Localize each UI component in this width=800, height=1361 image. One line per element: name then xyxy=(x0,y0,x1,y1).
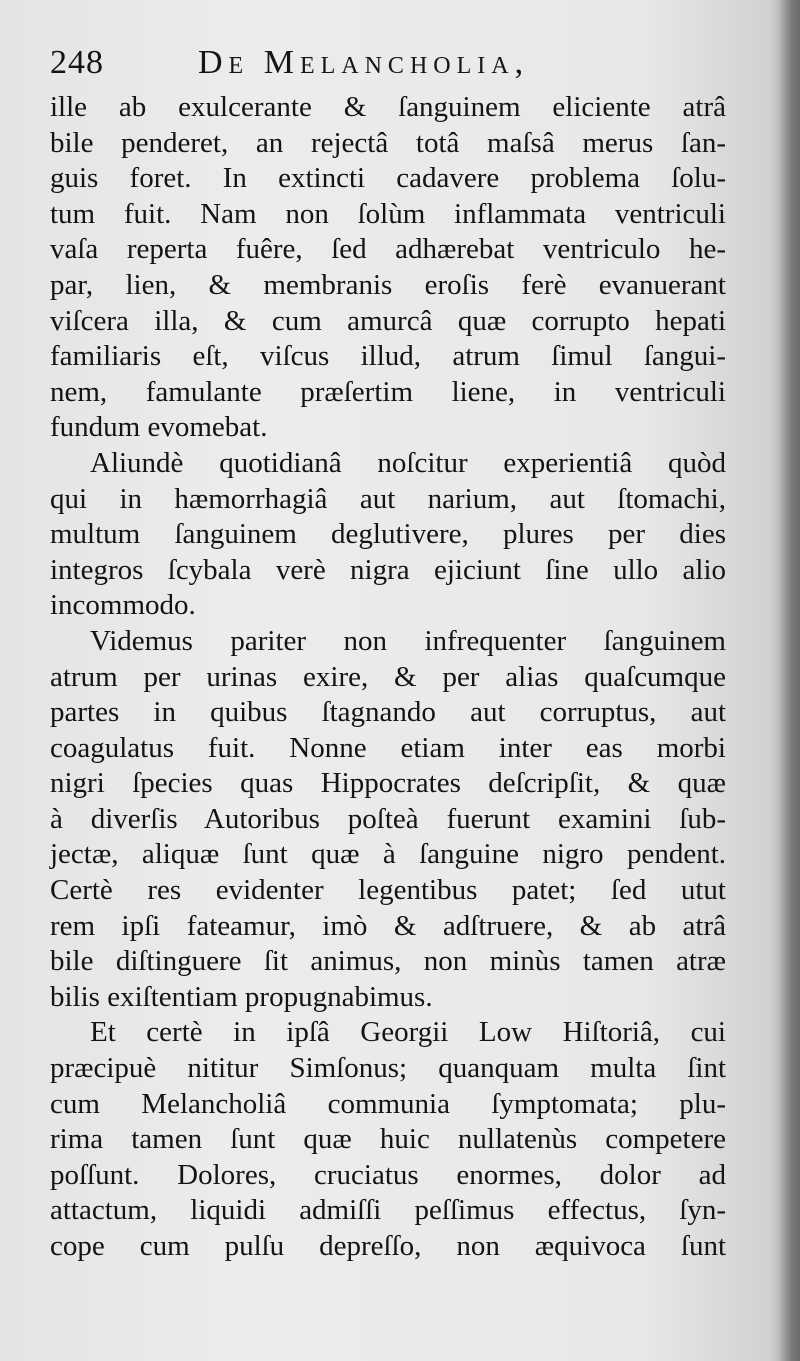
text-line: Videmus pariter non infrequenter ſanguinem xyxy=(90,624,726,657)
text-line: atrum per urinas exire, & per alias quaſcumque xyxy=(50,660,726,693)
text-line: vaſa reperta fuêre, ſed adhærebat ventriculo he- xyxy=(50,233,726,266)
text-line: jectæ, aliquæ ſunt quæ à ſanguine nigro pendent. xyxy=(50,838,726,871)
text-line: ille ab exulcerante & ſanguinem eliciente atrâ xyxy=(50,91,726,123)
text-line: qui in hæmorrhagiâ aut narium, aut ſtomachi, xyxy=(50,482,726,515)
text-line: tum fuit. Nam non ſolùm inflammata ventriculi xyxy=(50,197,726,230)
text-line: cum Melancholiâ communia ſymptomata; plu- xyxy=(50,1087,726,1120)
text-line: par, lien, & membranis eroſis ferè evanuerant xyxy=(50,268,726,301)
text-line: fundum evomebat. xyxy=(50,411,268,444)
text-line: à diverſis Autoribus poſteà fuerunt examini ſub- xyxy=(50,802,726,835)
text-line: nem, famulante præſertim liene, in ventriculi xyxy=(50,375,726,408)
text-line: coagulatus fuit. Nonne etiam inter eas morbi xyxy=(50,731,726,764)
text-line: cope cum pulſu depreſſo, non æquivoca ſunt xyxy=(50,1230,726,1262)
text-line: Certè res evidenter legentibus patet; ſed utut xyxy=(50,874,726,907)
text-line: rima tamen ſunt quæ huic nullatenùs competere xyxy=(50,1123,726,1156)
paragraph xyxy=(50,624,726,1016)
text-line: bile diſtinguere ſit animus, non minùs tamen atræ xyxy=(50,945,726,978)
text-line: attactum, liquidi admiſſi peſſimus effectus, ſyn- xyxy=(50,1194,726,1227)
page-header xyxy=(50,44,730,90)
text-line: præcipuè nititur Simſonus; quanquam multa ſint xyxy=(50,1052,726,1085)
page-number: 248 xyxy=(50,44,104,81)
text-line: integros ſcybala verè nigra ejiciunt ſine ullo alio xyxy=(50,553,726,586)
text-line: Et certè in ipſâ Georgii Low Hiſtoriâ, cui xyxy=(90,1016,726,1049)
text-line: bilis exiſtentiam propugnabimus. xyxy=(50,980,433,1013)
text-line: poſſunt. Dolores, cruciatus enormes, dolor ad xyxy=(50,1158,726,1191)
text-line: familiaris eſt, viſcus illud, atrum ſimul ſangui- xyxy=(50,340,726,373)
paragraph xyxy=(50,1015,726,1264)
text-line: Aliundè quotidianâ noſcitur experientiâ quòd xyxy=(90,446,726,479)
text-line: partes in quibus ſtagnando aut corruptus, aut xyxy=(50,696,726,729)
paragraph xyxy=(50,446,726,624)
text-line: viſcera illa, & cum amurcâ quæ corrupto hepati xyxy=(50,304,726,337)
text-line: incommodo. xyxy=(50,589,196,622)
page-edge-shadow xyxy=(778,0,800,1361)
running-head: De Melancholia, xyxy=(198,44,530,81)
text-line: rem ipſi fateamur, imò & adſtruere, & ab atrâ xyxy=(50,909,726,942)
paragraph xyxy=(50,90,726,446)
text-line: nigri ſpecies quas Hippocrates deſcripſit, & quæ xyxy=(50,767,726,800)
text-line: multum ſanguinem deglutivere, plures per dies xyxy=(50,518,726,551)
text-line: guis foret. In extincti cadavere problema ſolu- xyxy=(50,162,726,195)
text-line: bile penderet, an rejectâ totâ maſsâ merus ſan- xyxy=(50,126,726,159)
body-text xyxy=(50,90,726,1265)
